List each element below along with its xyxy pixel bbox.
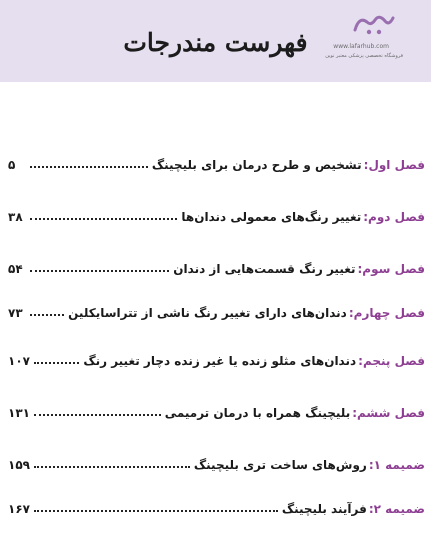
page-title: فهرست مندرجات — [123, 28, 308, 57]
dot-leader — [34, 510, 278, 512]
page-number: ۱۵۹ — [8, 458, 30, 472]
toc-row — [8, 496, 425, 516]
chapter-title: تغییر رنگ‌های معمولی دندان‌ها — [181, 210, 362, 224]
page-number: ۱۳۱ — [8, 406, 30, 420]
page-number: ۵۴ — [8, 262, 23, 276]
chapter-label: فصل دوم: — [363, 210, 425, 224]
chapter-label: فصل ششم: — [352, 406, 425, 420]
page-number: ۷۳ — [8, 306, 23, 320]
chapter-title: بلیچینگ همراه با درمان ترمیمی — [164, 406, 351, 420]
page-number: ۱۰۷ — [8, 354, 30, 368]
chapter-title: تشخیص و طرح درمان برای بلیچینگ — [151, 158, 362, 172]
dot-leader — [34, 414, 161, 416]
logo-tagline: فروشگاه تخصصی پزشکی معتبر نوین — [325, 53, 403, 59]
page-number: ۵ — [8, 158, 16, 172]
dot-leader — [30, 270, 169, 272]
page-header — [0, 0, 431, 82]
dot-leader — [30, 314, 64, 316]
page-number: ۳۸ — [8, 210, 23, 224]
chapter-label: فصل پنجم: — [358, 354, 425, 368]
chapter-label: فصل چهارم: — [348, 306, 425, 320]
logo-icon — [349, 12, 397, 38]
chapter-label: فصل سوم: — [357, 262, 425, 276]
chapter-title: دندان‌های مثلو زنده یا غیر زنده دچار تغییر رنگ — [83, 354, 357, 368]
toc-row — [8, 400, 425, 420]
chapter-title: روش‌های ساخت تری بلیچینگ — [193, 458, 367, 472]
dot-leader — [34, 362, 79, 364]
dot-leader — [30, 218, 177, 220]
toc-row — [8, 300, 425, 320]
chapter-label: ضمیمه ۱: — [368, 458, 425, 472]
logo-url: www.lafarhub.com — [333, 43, 389, 50]
chapter-title: تغییر رنگ قسمت‌هایی از دندان — [173, 262, 356, 276]
toc-row — [8, 256, 425, 276]
toc-row — [8, 348, 425, 368]
dot-leader — [34, 466, 190, 468]
page-number: ۱۶۷ — [8, 502, 30, 516]
chapter-title: فرآیند بلیچینگ — [281, 502, 367, 516]
toc-row — [8, 204, 425, 224]
chapter-title: دندان‌های دارای تغییر رنگ ناشی از تتراسایکلین — [68, 306, 347, 320]
chapter-label: فصل اول: — [363, 158, 425, 172]
publisher-logo — [325, 6, 419, 59]
dot-leader — [30, 166, 148, 168]
toc-row — [8, 452, 425, 472]
chapter-label: ضمیمه ۲: — [368, 502, 425, 516]
toc-row — [8, 152, 425, 172]
